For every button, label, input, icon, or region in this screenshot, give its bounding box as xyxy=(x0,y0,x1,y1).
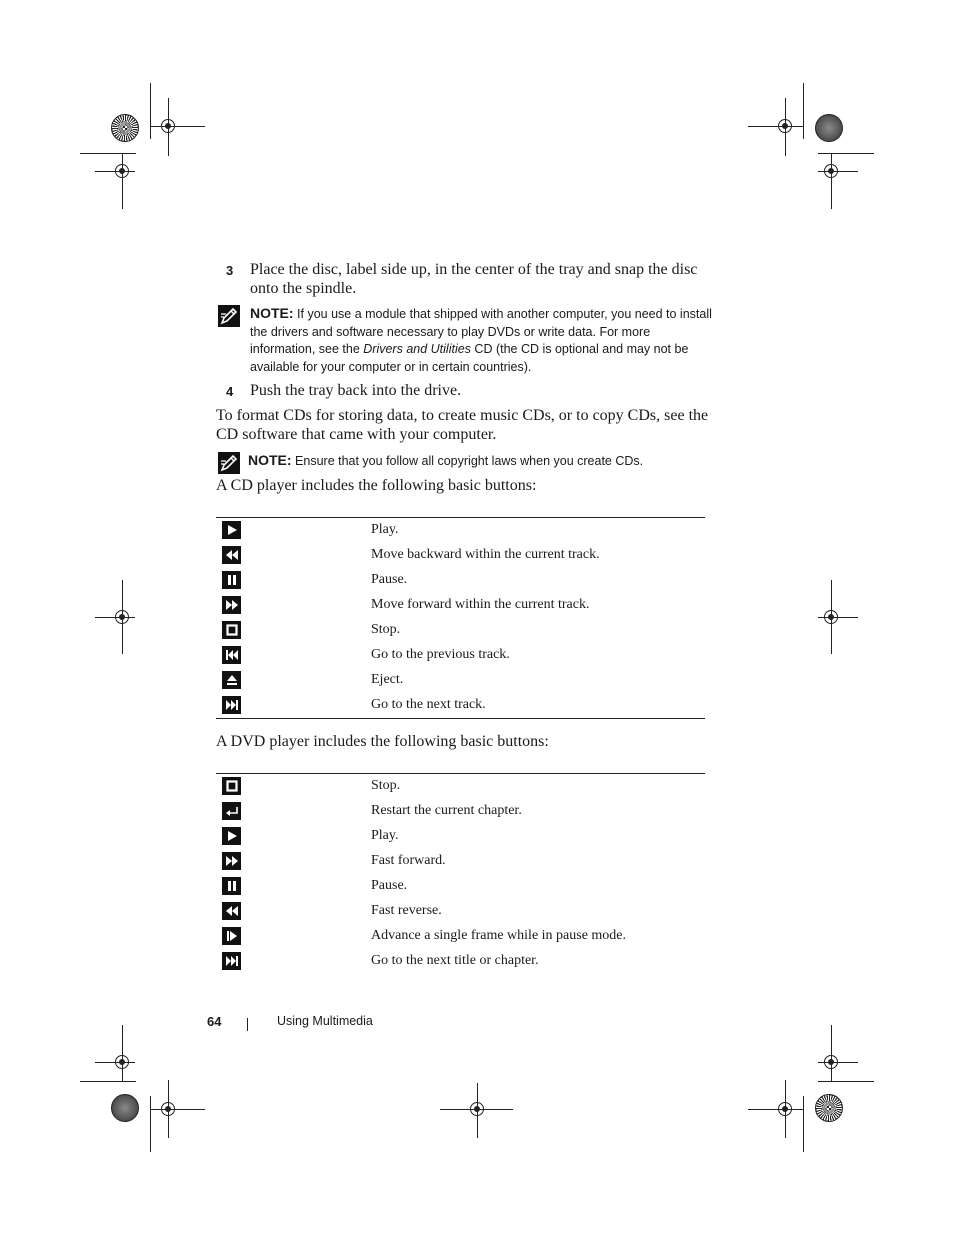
rewind-icon xyxy=(222,902,241,920)
table-row xyxy=(216,949,705,974)
dvd-intro: A DVD player includes the following basic buttons: xyxy=(216,733,549,750)
crop-line xyxy=(150,83,151,139)
crop-line xyxy=(80,153,136,154)
dvd-buttons-table xyxy=(216,773,705,974)
registration-target xyxy=(161,119,175,133)
fast-forward-icon xyxy=(222,596,241,614)
table-row xyxy=(216,849,705,874)
crop-line xyxy=(803,1096,804,1152)
table-row xyxy=(216,774,705,799)
crop-line xyxy=(150,126,205,127)
table-row xyxy=(216,874,705,899)
step-text: Push the tray back into the drive. xyxy=(250,382,462,399)
rewind-icon xyxy=(222,546,241,564)
pause-icon xyxy=(222,877,241,895)
note-text: Ensure that you follow all copyright laws when you create CDs. xyxy=(291,454,644,468)
table-row xyxy=(216,824,705,849)
table-row xyxy=(216,643,705,668)
button-description: Pause. xyxy=(371,572,408,587)
button-description: Move forward within the current track. xyxy=(371,597,590,612)
crop-line xyxy=(122,1025,123,1081)
note-text-end: CD (the CD is optional and may not be available for your computer or in certain countries). xyxy=(250,342,689,374)
page-number: 64 xyxy=(207,1014,222,1029)
button-description: Go to the previous track. xyxy=(371,647,510,662)
table-row xyxy=(216,593,705,618)
pause-icon xyxy=(222,571,241,589)
eject-icon xyxy=(222,671,241,689)
crop-line xyxy=(150,1096,151,1152)
note-pencil-icon xyxy=(218,452,240,474)
note-label: NOTE: xyxy=(250,305,294,321)
registration-target xyxy=(115,610,129,624)
format-cd-paragraph: To format CDs for storing data, to create music CDs, or to copy CDs, see the CD software that came with your computer. xyxy=(216,407,709,443)
registration-target xyxy=(824,1055,838,1069)
table-row xyxy=(216,668,705,693)
registration-target xyxy=(161,1102,175,1116)
registration-target xyxy=(115,1055,129,1069)
cd-buttons-table xyxy=(216,517,705,719)
note-text: If you use a module that shipped with another computer, you need to install the drivers and software necessary to play DVDs or write data. For more information, see the xyxy=(250,307,712,356)
note-module-drivers xyxy=(216,305,716,376)
play-icon xyxy=(222,827,241,845)
button-description: Pause. xyxy=(371,878,408,893)
button-description: Fast reverse. xyxy=(371,903,442,918)
play-icon xyxy=(222,521,241,539)
table-row xyxy=(216,518,705,543)
crop-line xyxy=(748,1109,803,1110)
note-label: NOTE: xyxy=(248,452,292,468)
restart-chapter-icon xyxy=(222,802,241,820)
registration-target xyxy=(470,1102,484,1116)
registration-rosette xyxy=(815,1094,843,1122)
button-description: Stop. xyxy=(371,622,401,637)
registration-rosette xyxy=(111,114,139,142)
table-row xyxy=(216,693,705,718)
registration-target xyxy=(824,164,838,178)
button-description: Stop. xyxy=(371,778,401,793)
table-row xyxy=(216,899,705,924)
footer-separator xyxy=(247,1018,248,1031)
step-3 xyxy=(216,260,706,298)
crop-line xyxy=(803,83,804,139)
crop-line xyxy=(122,153,123,209)
crop-line xyxy=(818,153,874,154)
crop-line xyxy=(831,153,832,209)
crop-line xyxy=(831,1025,832,1081)
button-description: Advance a single frame while in pause mode. xyxy=(371,928,627,943)
note-copyright xyxy=(216,452,716,471)
next-track-icon xyxy=(222,952,241,970)
registration-rosette xyxy=(111,1094,139,1122)
button-description: Play. xyxy=(371,828,399,843)
note-pencil-icon xyxy=(218,305,240,327)
fast-forward-icon xyxy=(222,852,241,870)
table-row xyxy=(216,568,705,593)
registration-rosette xyxy=(815,114,843,142)
stop-icon xyxy=(222,777,241,795)
registration-target xyxy=(824,610,838,624)
step-text: Place the disc, label side up, in the center of the tray and snap the disc onto the spindle. xyxy=(250,261,698,297)
registration-target xyxy=(115,164,129,178)
cd-intro: A CD player includes the following basic buttons: xyxy=(216,477,537,494)
stop-icon xyxy=(222,621,241,639)
button-description: Play. xyxy=(371,522,399,537)
crop-line xyxy=(80,1081,136,1082)
crop-line xyxy=(748,126,803,127)
button-description: Go to the next title or chapter. xyxy=(371,953,539,968)
button-description: Move backward within the current track. xyxy=(371,547,600,562)
step-number: 3 xyxy=(226,263,234,278)
crop-line xyxy=(818,1081,874,1082)
button-description: Fast forward. xyxy=(371,853,446,868)
crop-line xyxy=(150,1109,205,1110)
note-italic-title: Drivers and Utilities xyxy=(363,342,471,356)
table-row xyxy=(216,924,705,949)
table-row xyxy=(216,543,705,568)
registration-target xyxy=(778,119,792,133)
button-description: Restart the current chapter. xyxy=(371,803,522,818)
registration-target xyxy=(778,1102,792,1116)
step-4 xyxy=(216,381,706,400)
table-row xyxy=(216,618,705,643)
button-description: Eject. xyxy=(371,672,404,687)
next-track-icon xyxy=(222,696,241,714)
step-number: 4 xyxy=(226,384,234,399)
button-description: Go to the next track. xyxy=(371,697,486,712)
frame-advance-icon xyxy=(222,927,241,945)
footer-section-title: Using Multimedia xyxy=(277,1014,373,1028)
previous-track-icon xyxy=(222,646,241,664)
table-row xyxy=(216,799,705,824)
